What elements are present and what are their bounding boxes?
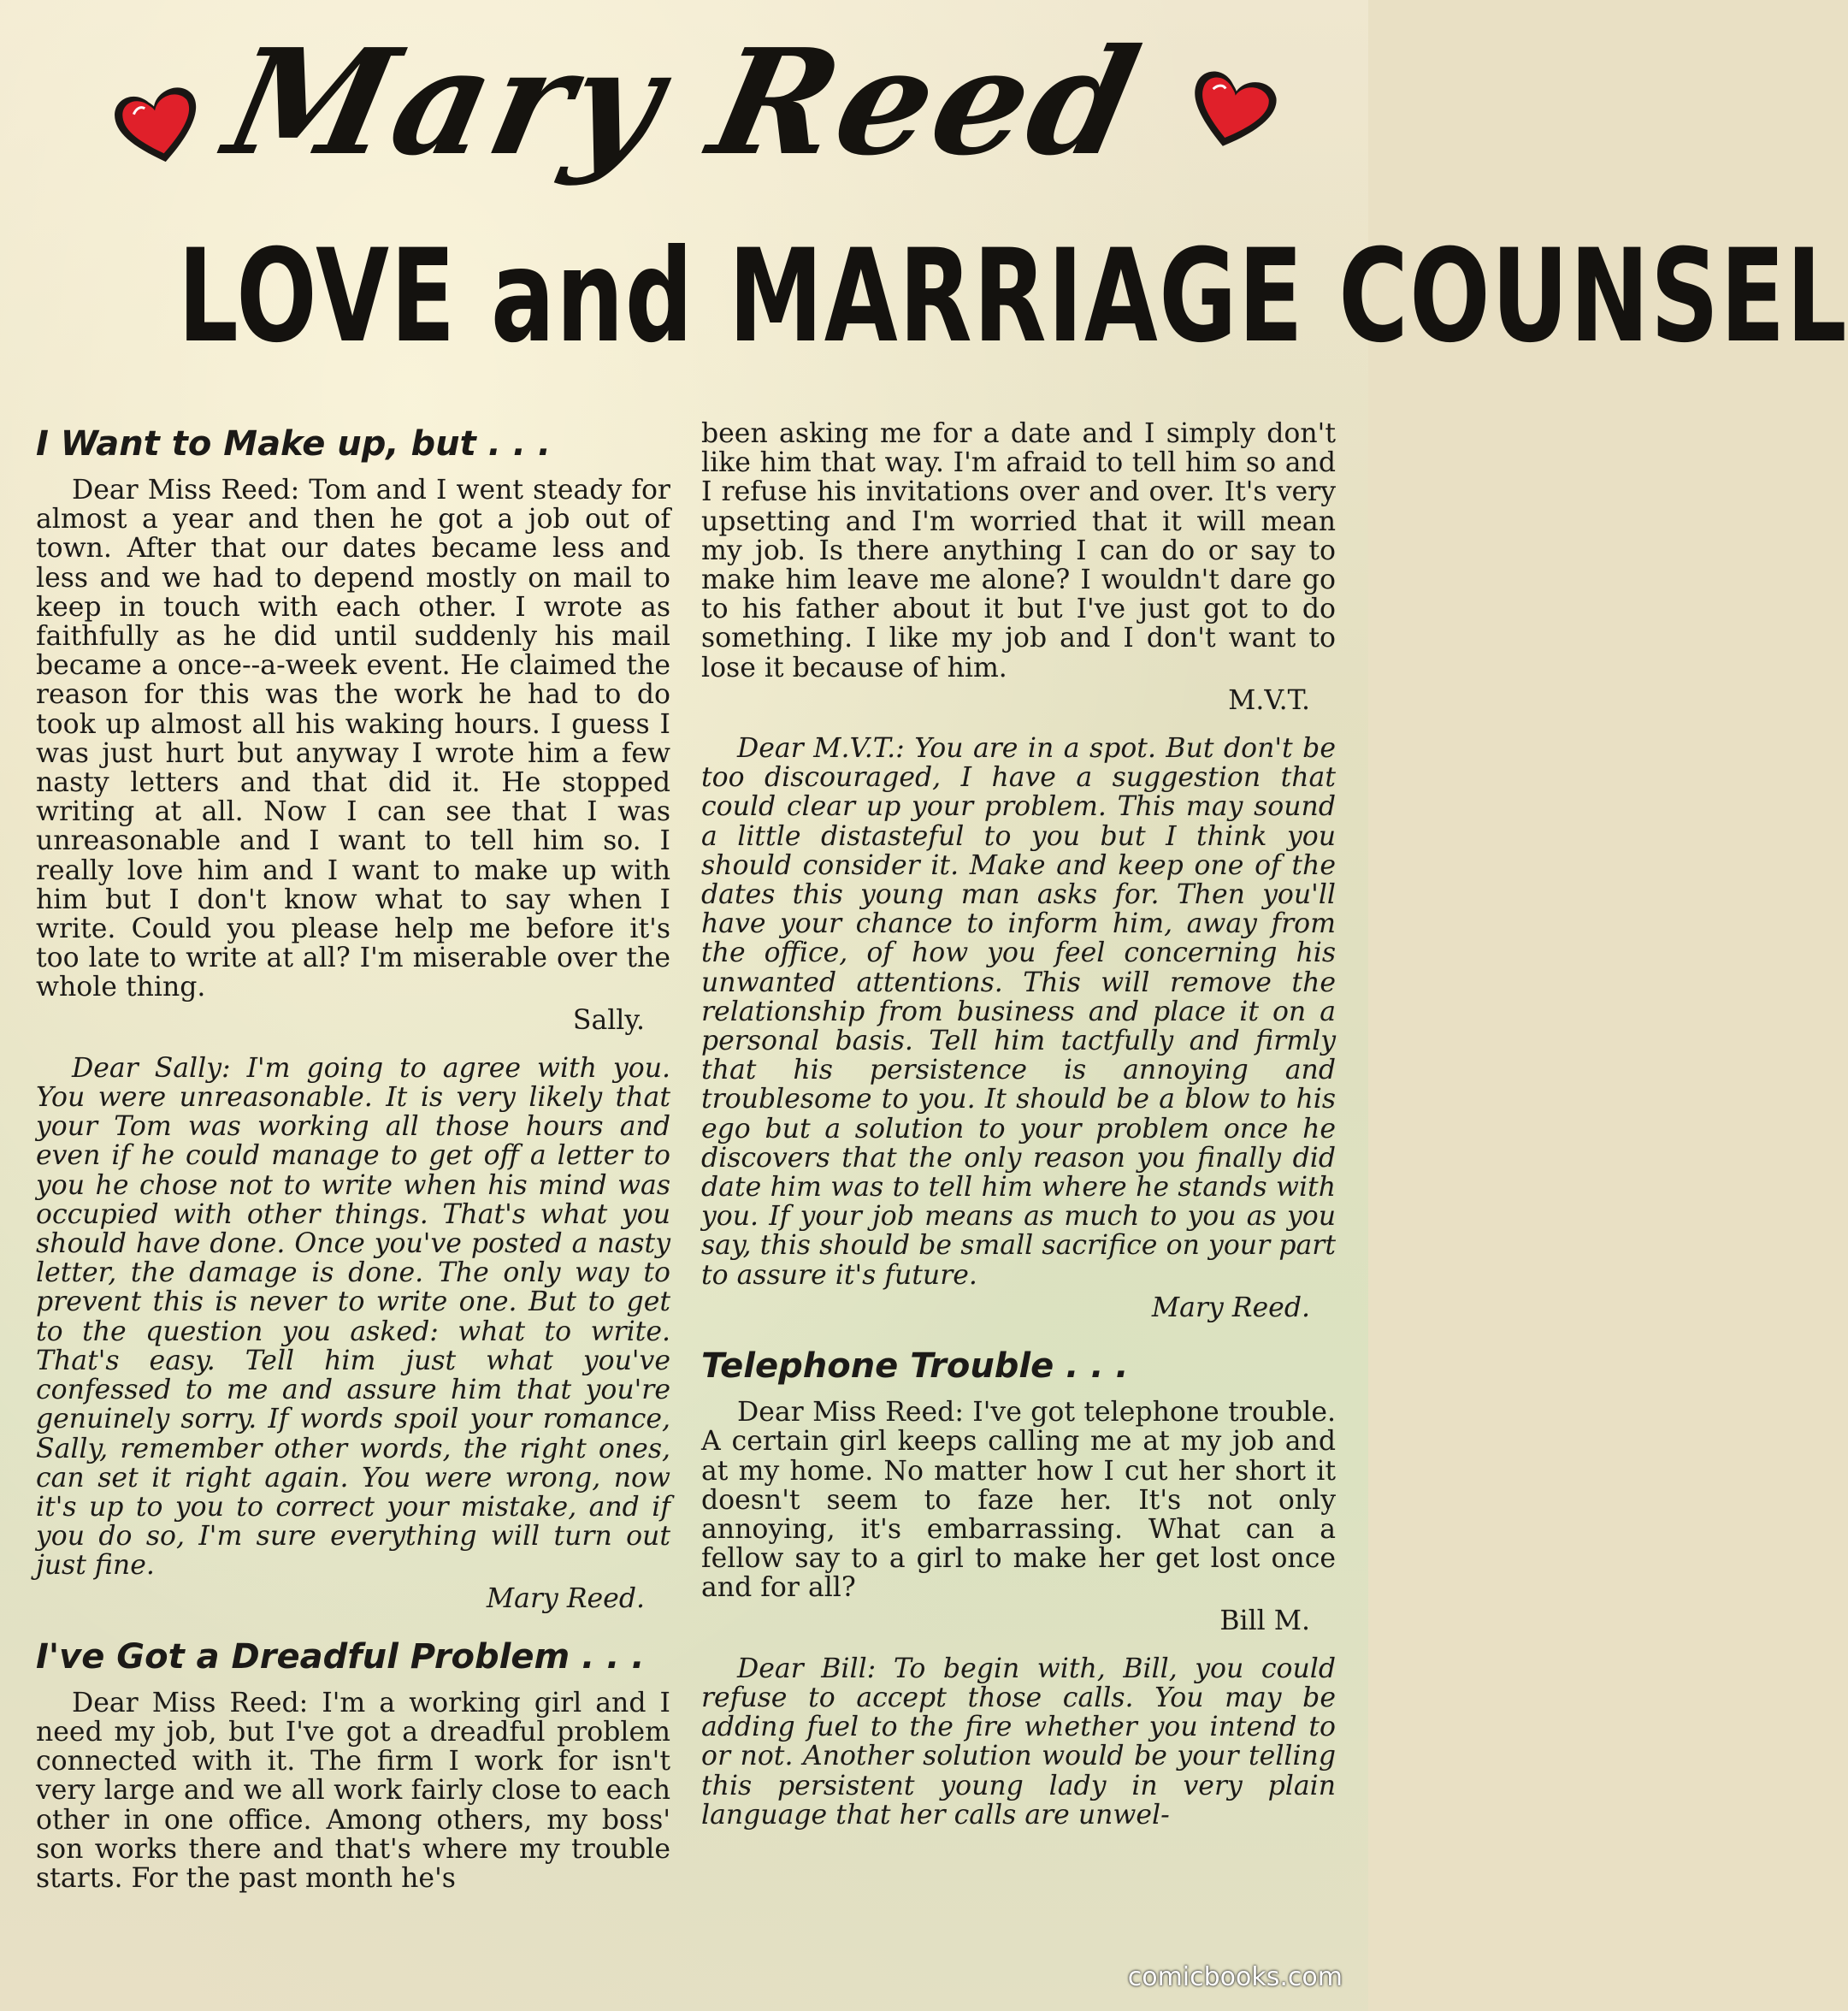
letter-signature-sally: Sally. [572,1004,645,1036]
reply-signature-mary-reed: Mary Reed. [486,1582,645,1614]
letter-mvt-part2: been asking me for a date and I simply don't like him that way. I'm afraid to tell him so and I refuse his invitations over and over. It's very upsetting and I'm worried that it will mean my job. Is there anything I can do or say to make him leave me alone? I wouldn't dare go to his father about it but I've just got to do something. I like my job and I don't want to lose it because of him. [701,418,1336,683]
reply-bill-part1: Dear Bill: To begin with, Bill, you could refuse to accept those calls. You may be adding fuel to the fire whether you intend to or not. Another solution would be your telling this persistent young lady in very plain language that her calls are unwel- [701,1653,1336,1831]
letter-bill: Dear Miss Reed: I've got telephone trouble. A certain girl keeps calling me at my job and at my home. No matter how I cut her short it doesn't seem to faze her. It's not only annoying, it's embarrassing. What can a fellow say to a girl to make her get lost once and for all? [701,1397,1336,1604]
section-heading-make-up: I Want to Make up, but . . . [36,424,552,464]
letter-signature-mvt: M.V.T. [1228,684,1310,716]
page-headline: LOVE and MARRIAGE COUNSEL [178,222,1848,371]
left-column [36,419,670,1893]
section-heading-telephone-trouble: Telephone Trouble . . . [701,1346,1129,1387]
letter-signature-bill: Bill M. [1219,1605,1310,1636]
site-watermark: comicbooks.com [1127,1962,1343,1992]
section-heading-dreadful-problem: I've Got a Dreadful Problem . . . [36,1636,645,1677]
masthead [0,0,1848,402]
letter-mvt-part1: Dear Miss Reed: I'm a working girl and I need my job, but I've got a dreadful problem connected with it. The firm I work for isn't very large and we all work fairly close to each other in one office. Among others, my boss' son works there and that's where my trouble starts. For the past month he's [36,1687,670,1894]
script-title: Mary Reed [213,17,1155,188]
reply-sally: Dear Sally: I'm going to agree with you. You were unreasonable. It is very likely that your Tom was working all those hours and even if he could manage to get off a letter to you he chose not to write when his mind was occupied with other things. That's what you should have done. Once you've posted a nasty letter, the damage is done. The only way to prevent this is never to write one. But to get to the question you asked: what to write. That's easy. Tell him just what you've confessed to me and assure him that you're genuinely sorry. If words spoil your romance, Sally, remember other words, the right ones, can set it right again. You were wrong, now it's up to you to correct your mistake, and if you do so, I'm sure everything will turn out just fine. [36,1052,670,1582]
right-column [701,419,1336,1830]
reply-mvt: Dear M.V.T.: You are in a spot. But don't be too discouraged, I have a suggestion that could clear up your problem. This may sound a little distasteful to you but I think you should consider it. Make and keep one of the dates this young man asks for. Then you'll have your chance to inform him, away from the office, of how you feel concerning his unwanted attentions. This will remove the relationship from business and place it on a personal basis. Tell him tactfully and firmly that his persistence is annoying and troublesome to you. It should be a blow to his ego but a solution to your problem once he discovers that the only reason you finally did date him was to tell him where he stands with you. If your job means as much to you as you say, this should be small sacrifice on your part to assure it's future. [701,733,1336,1291]
letter-sally: Dear Miss Reed: Tom and I went steady for almost a year and then he got a job out of town. After that our dates became less and less and we had to depend mostly on mail to keep in touch with each other. I wrote as faithfully as he did until suddenly his mail became a once--a-week event. He claimed the reason for this was the work he had to do took up almost all his waking hours. I guess I was just hurt but anyway I wrote him a few nasty letters and that did it. He stopped writing at all. Now I can see that I was unreasonable and I want to tell him so. I really love him and I want to make up with him but I don't know what to say when I write. Could you please help me before it's too late to write at all? I'm miserable over the whole thing. [36,475,670,1003]
reply-signature-mary-reed-2: Mary Reed. [1151,1292,1310,1323]
